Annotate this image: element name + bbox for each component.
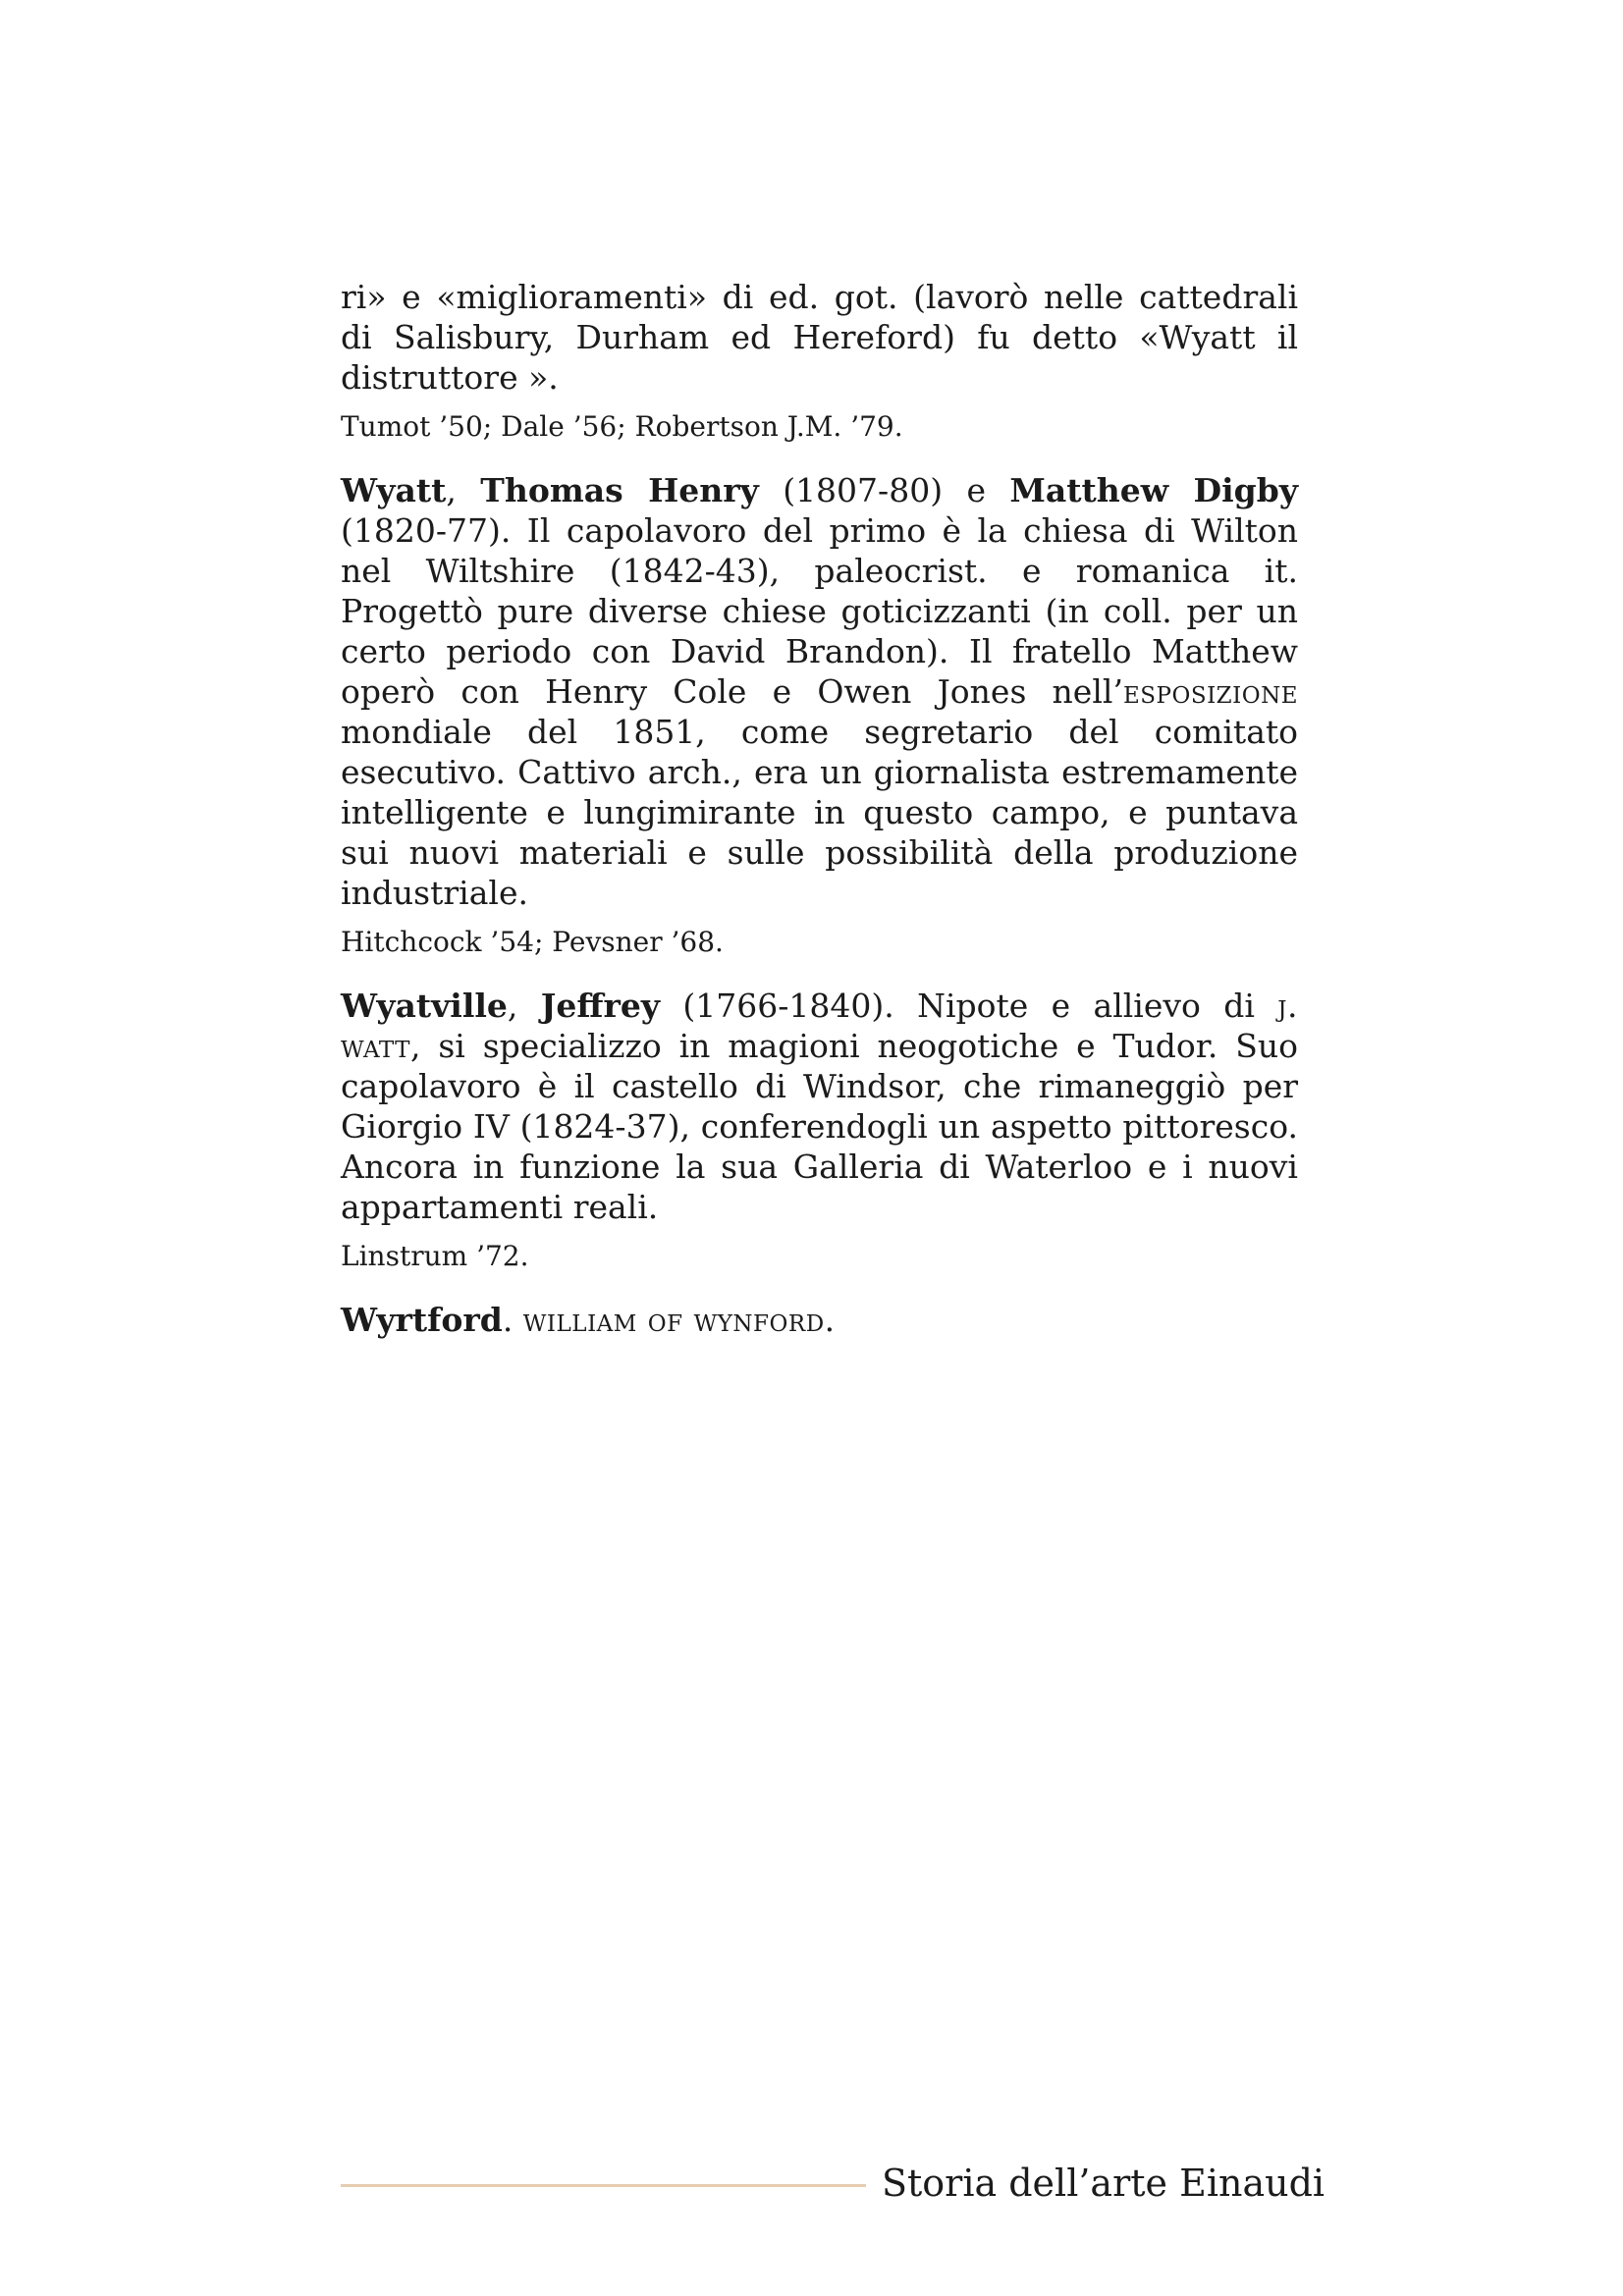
cross-reference: j. watt [341, 987, 1298, 1065]
entry-wyatt-thomas-henry [341, 470, 1298, 913]
entry-headword: Wyrtford [341, 1301, 503, 1339]
entry-headword: Wyatville [341, 987, 508, 1025]
cross-reference: esposizione [1122, 672, 1298, 711]
entry-text: , si specializzo in magioni neogotiche e Tudor. Suo capolavoro è il castello di Windsor, che rimaneggiò per Giorgio IV (1824-37), conferendogli un aspetto pittoresco. Ancora in funzione la sua Galleria di Waterloo e i nuovi appartamenti reali. [341, 1027, 1298, 1226]
entry-text: . [824, 1301, 836, 1339]
entry-headword: Wyatt [341, 471, 447, 509]
bibliography-wyatville: Linstrum ’72. [341, 1240, 529, 1272]
entry-text: , [446, 471, 481, 509]
entry-text: (1807-80) e [758, 471, 1010, 509]
dictionary-column [341, 277, 1298, 1340]
entry-text: mondiale del 1851, come segretario del comitato esecutivo. Cattivo arch., era un giornalista estremamente intelligente e lungimirante in questo campo, e puntava sui nuovi materiali e sulle possibilità della produzione industriale. [341, 713, 1298, 912]
entry-text: . [502, 1301, 523, 1339]
footer-rule [341, 2184, 866, 2187]
entry-text: (1766-1840). Nipote e allievo di [660, 987, 1278, 1025]
entry-headword-forename: Jeffrey [540, 987, 661, 1025]
entry-wyrtford [341, 1300, 1298, 1340]
entry-text: (1820-77). Il capolavoro del primo è la chiesa di Wilton nel Wiltshire (1842-43), paleocrist. e romanica it. Progettò pure diverse chiese goticizzanti (in coll. per un certo periodo con David Brandon). Il fratello Matthew operò con Henry Cole e Owen Jones nell’ [341, 511, 1298, 711]
entry-headword-forename: Thomas Henry [480, 471, 759, 509]
entry-text: , [507, 987, 541, 1025]
entry-text: ri» e «miglioramenti» di ed. got. (lavorò nelle cattedrali di Salisbury, Durham ed Hereford) fu detto «Wyatt il distruttore ». [341, 278, 1298, 397]
bibliography-wyatt: Tumot ’50; Dale ’56; Robertson J.M. ’79. [341, 410, 903, 443]
cross-reference: william of wynford [522, 1301, 825, 1339]
footer-title: Storia dell’arte Einaudi [882, 2162, 1325, 2205]
entry-wyatville-jeffrey [341, 986, 1298, 1227]
bibliography-wyatt-thomas-henry: Hitchcock ’54; Pevsner ’68. [341, 926, 724, 958]
entry-headword-second: Matthew Digby [1009, 471, 1299, 509]
entry-wyatt-continuation [341, 277, 1298, 398]
